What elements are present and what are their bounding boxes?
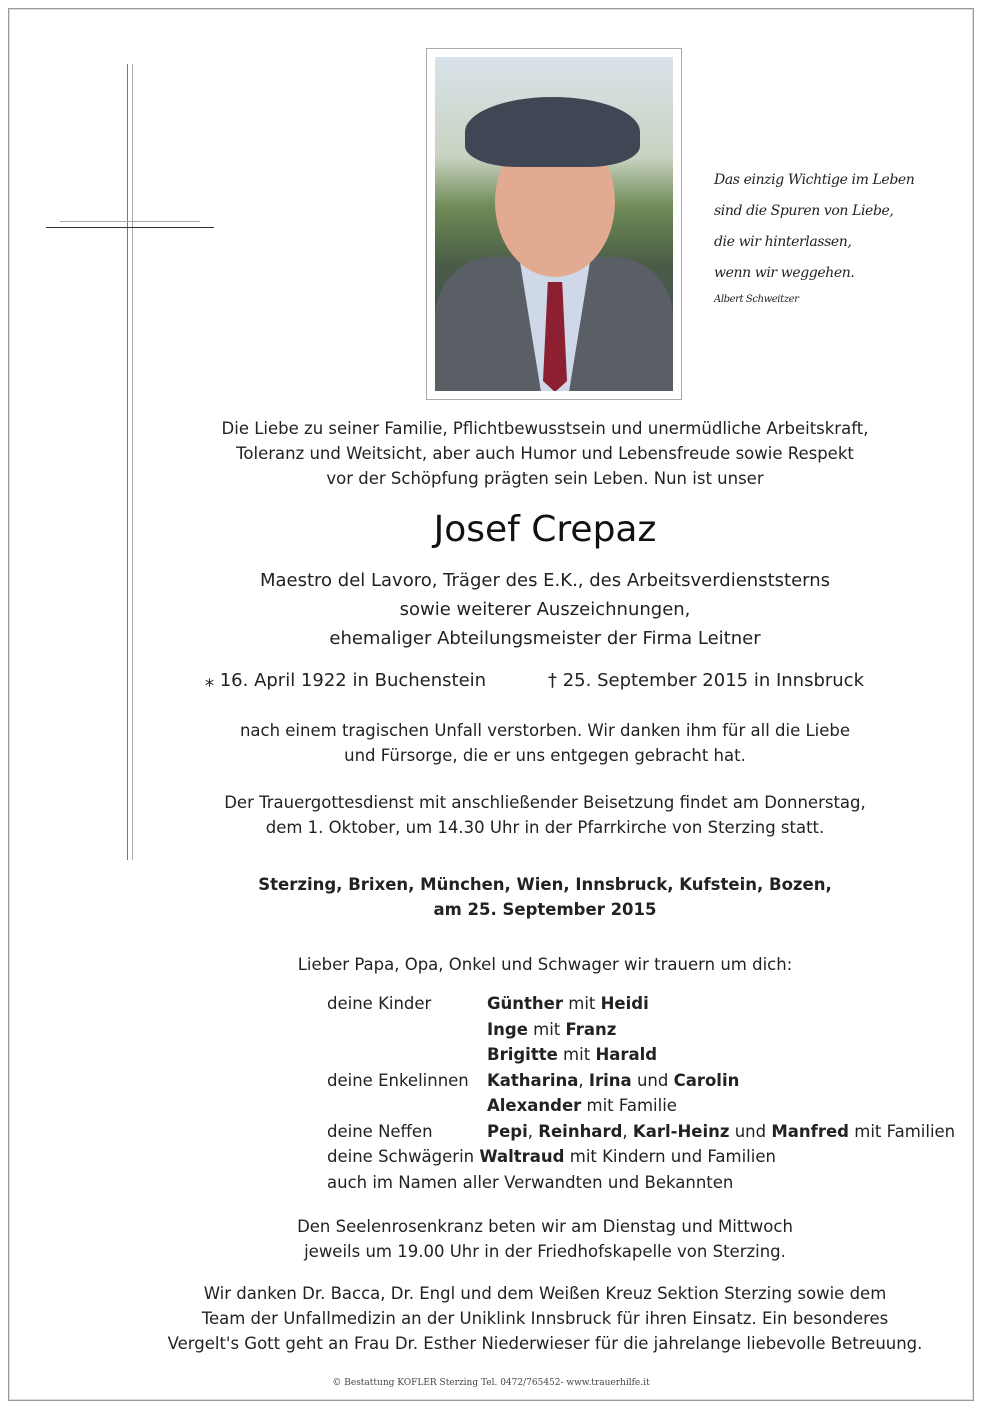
text-fragment: mit Familien [849,1121,956,1141]
text-line: Toleranz und Weitsicht, aber auch Humor und Lebensfreude sowie Respekt [236,444,854,463]
text-line: dem 1. Oktober, um 14.30 Uhr in der Pfarrkirche von Sterzing statt. [265,818,825,837]
text-line: und Fürsorge, die er uns entgegen gebracht hat. [344,746,746,765]
text-line: Wir danken Dr. Bacca, Dr. Engl und dem Weißen Kreuz Sektion Sterzing sowie dem [203,1284,887,1303]
text-line: Der Trauergottesdienst mit anschließender Beisetzung findet am Donnerstag, [224,793,866,812]
relation-label [327,1017,487,1043]
text-line: Vergelt's Gott geht an Frau Dr. Esther Niederwieser für die jahrelange liebevolle Betreuung. [167,1334,923,1353]
family-member-name: Reinhard [538,1121,623,1141]
family-member-name: Heidi [600,994,649,1013]
quote-line: sind die Spuren von Liebe, [714,203,894,219]
birth-date: ⁎ 16. April 1922 in Buchenstein [205,670,487,691]
family-member-name: Günther [487,994,563,1013]
titles [150,566,940,653]
portrait-photo [426,48,682,400]
text-fragment: deine Schwägerin [327,1147,480,1166]
passing-text [150,718,940,768]
text-line: Maestro del Lavoro, Träger des E.K., des Arbeitsverdienststerns [259,570,831,591]
text-fragment: und [729,1121,772,1141]
family-row [327,1144,955,1170]
rosary-text [150,1214,940,1264]
text-fragment: mit Familie [581,1096,677,1115]
mourning-intro: Lieber Papa, Opa, Onkel und Schwager wir trauern um dich: [297,955,793,974]
members [487,1093,677,1119]
quote-line: die wir hinterlassen, [714,234,852,250]
text-fragment: auch im Namen aller Verwandten und Bekannten [327,1172,734,1192]
text-line: Die Liebe zu seiner Familie, Pflichtbewusstsein und unermüdliche Arbeitskraft, [221,419,869,438]
text-fragment: , [578,1070,589,1090]
family-row [327,1017,955,1043]
family-member-name: Waltraud [479,1147,565,1166]
text-line: jeweils um 19.00 Uhr in der Friedhofskapelle von Sterzing. [304,1242,786,1261]
text-line: Den Seelenrosenkranz beten wir am Dienstag und Mittwoch [297,1217,793,1236]
places-date [150,872,940,922]
text-fragment: , [527,1121,539,1141]
family-member-name: Carolin [673,1070,740,1090]
text-line: ehemaliger Abteilungsmeister der Firma Leitner [329,628,761,649]
relation-label: deine Kinder [327,994,432,1013]
members [487,991,649,1017]
quote-author: Albert Schweitzer [714,294,799,305]
members [487,1042,657,1068]
family-member-name: Brigitte [487,1045,558,1064]
text-line: Team der Unfallmedizin an der Uniklink Innsbruck für ihren Einsatz. Ein besonderes [201,1309,889,1328]
text-fragment: und [631,1070,674,1090]
family-member-name: Manfred [771,1121,849,1141]
text-fragment: mit [557,1045,596,1064]
death-date: † 25. September 2015 in Innsbruck [548,670,865,691]
footer-credit: © Bestattung KOFLER Sterzing Tel. 0472/765452- www.trauerhilfe.it [332,1378,650,1388]
relation-label [327,1042,487,1068]
text-line: vor der Schöpfung prägten sein Leben. Nun ist unser [326,469,764,488]
family-row [327,1170,955,1196]
thanks-text [150,1281,940,1356]
members [487,1068,739,1094]
relation-label: deine Enkelinnen [327,1070,469,1090]
family-member-name: Harald [595,1045,658,1064]
family-row [327,1042,955,1068]
family-list [327,991,955,1195]
intro-text [150,416,940,491]
text-line: am 25. September 2015 [433,900,657,919]
quote-line: Das einzig Wichtige im Leben [714,172,915,188]
text-line: nach einem tragischen Unfall verstorben. Wir danken ihm für all die Liebe [239,721,851,740]
quote-line: wenn wir weggehen. [714,265,855,281]
family-row [327,1093,955,1119]
family-member-name: Pepi [487,1121,528,1141]
family-row [327,1068,955,1094]
family-member-name: Alexander [487,1096,582,1115]
members [487,1017,616,1043]
relation-label [327,1093,487,1119]
text-fragment: mit [527,1019,566,1039]
funeral-text [150,790,940,840]
family-member-name: Irina [588,1070,632,1090]
family-member-name: Katharina [487,1070,579,1090]
family-member-name: Inge [487,1019,528,1039]
deceased-name: Josef Crepaz [433,509,657,550]
quote [714,165,914,307]
text-fragment: mit Kindern und Familien [564,1147,776,1166]
members [487,1119,955,1145]
text-line: sowie weiterer Auszeichnungen, [399,599,691,620]
text-line: Sterzing, Brixen, München, Wien, Innsbruck, Kufstein, Bozen, [258,875,832,894]
family-member-name: Karl-Heinz [632,1121,730,1141]
relation-label: deine Neffen [327,1121,433,1141]
family-row [327,991,955,1017]
text-fragment: , [622,1121,633,1141]
family-row [327,1119,955,1145]
family-member-name: Franz [565,1019,617,1039]
text-fragment: mit [563,994,601,1013]
